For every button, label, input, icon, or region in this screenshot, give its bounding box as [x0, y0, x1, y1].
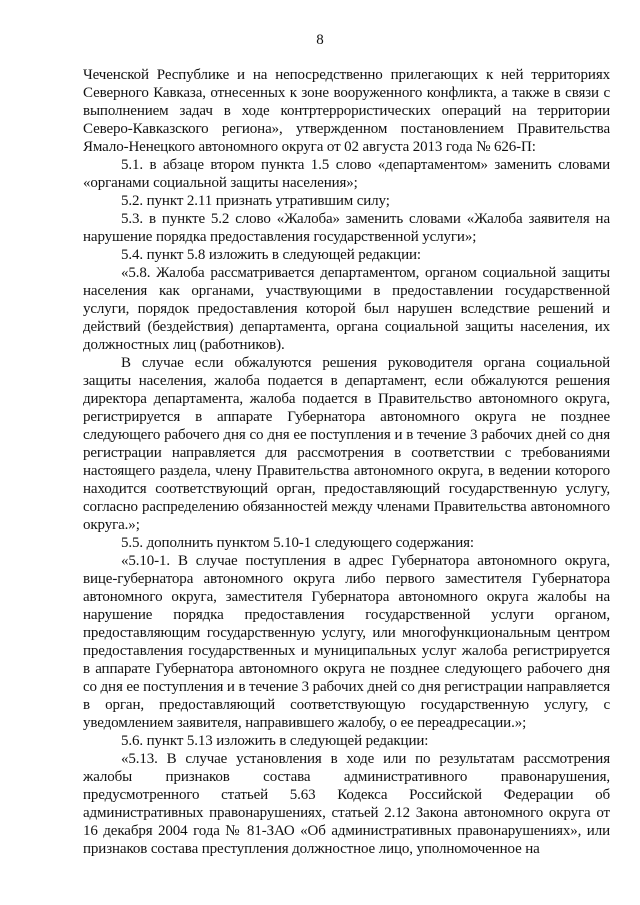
paragraph-clause-5-8-appeal: В случае если обжалуются решения руководителя органа социальной защиты населения, жалоба подается в департамент, если обжалуются решения директора департамента, жалоба подается в Правительство автономного округа, регистрируется в аппарате Губернатора автономного округа не позднее следующего рабочего дня со дня ее поступления и в течение 3 рабочих дней со дня регистрации направляется для рассмотрения в соответствии с требованиями настоящего раздела, члену Правительства автономного округа, в ведении которого находится соответствующий орган, предоставляющий государственную услугу, согласно распределению обязанностей между членами Правительства автономного округа.»;	[83, 355, 610, 533]
paragraph-item-5-1: 5.1. в абзаце втором пункта 1.5 слово «департаментом» заменить словами «органами социальной защиты населения»;	[83, 157, 610, 191]
paragraph-item-5-3: 5.3. в пункте 5.2 слово «Жалоба» заменить словами «Жалоба заявителя на нарушение порядка предоставления государственной услуги»;	[83, 211, 610, 245]
paragraph-clause-5-10-1: «5.10-1. В случае поступления в адрес Губернатора автономного округа, вице-губернатора автономного округа либо первого заместителя Губернатора автономного округа, заместителя Губернатора автономного округа жалобы на нарушение порядка предоставления государственной услуги органом, предоставляющим государственную услугу, или многофункциональным центром предоставления государственных и муниципальных услуг жалоба регистрируется в аппарате Губернатора автономного округа не позднее следующего рабочего дня со дня ее поступления и в течение 3 рабочих дней со дня регистрации направляется в орган, предоставляющий соответствующую государственную услугу, с уведомлением заявителя, направившего жалобу, о ее переадресации.»;	[83, 553, 610, 731]
paragraph-item-5-5: 5.5. дополнить пунктом 5.10-1 следующего содержания:	[121, 535, 474, 551]
paragraph-item-5-2: 5.2. пункт 2.11 признать утратившим силу;	[121, 193, 390, 209]
paragraph-continuation: Чеченской Республике и на непосредственно прилегающих к ней территориях Северного Кавказа, отнесенных к зоне вооруженного конфликта, а также в связи с выполнением задач в ходе контртеррористических операций на территории Северо-Кавказского региона», утвержденном постановлением Правительства Ямало-Ненецкого автономного округа от 02 августа 2013 года № 626-П:	[83, 67, 610, 155]
paragraph-clause-5-8: «5.8. Жалоба рассматривается департаментом, органом социальной защиты населения как органами, участвующими в предоставлении государственной услуги, порядок предоставления которой был нарушен вследствие решений и действий (бездействия) департамента, органа социальной защиты населения, их должностных лиц (работников).	[83, 265, 610, 353]
paragraph-clause-5-13: «5.13. В случае установления в ходе или по результатам рассмотрения жалобы признаков состава административного правонарушения, предусмотренного статьей 5.63 Кодекса Российской Федерации об административных правонарушениях, статьей 2.12 Закона автономного округа от 16 декабря 2004 года № 81-ЗАО «Об административных правонарушениях», или признаков состава преступления должностное лицо, уполномоченное на	[83, 751, 610, 857]
paragraph-item-5-4: 5.4. пункт 5.8 изложить в следующей редакции:	[121, 247, 421, 263]
paragraph-item-5-6: 5.6. пункт 5.13 изложить в следующей редакции:	[121, 733, 429, 749]
document-body	[83, 66, 610, 858]
page-number: 8	[316, 32, 324, 48]
